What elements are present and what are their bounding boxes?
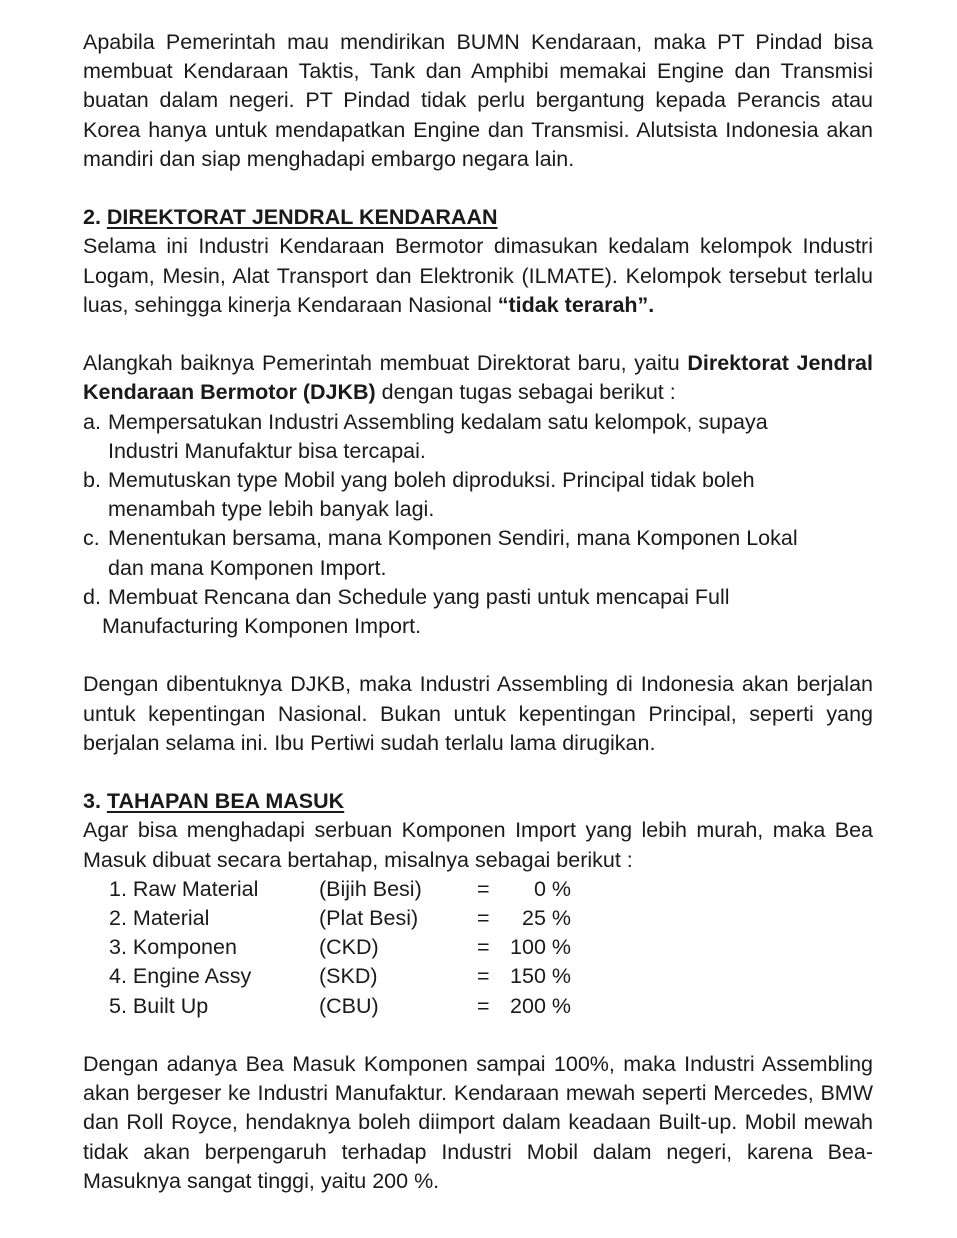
document-page: [83, 28, 873, 1196]
tariff-code: (SKD): [319, 964, 378, 989]
table-row: [109, 992, 571, 1021]
tariff-rate: 150 %: [510, 964, 571, 989]
list-item-line-1: Memutuskan type Mobil yang boleh diproduksi. Principal tidak boleh: [108, 468, 755, 493]
table-row: [109, 933, 571, 962]
tariff-code: (Plat Besi): [319, 906, 419, 931]
tariff-equals: =: [477, 876, 490, 901]
tariff-equals: =: [477, 993, 490, 1018]
list-item: [83, 583, 873, 641]
tariff-item: 5. Built Up: [109, 993, 209, 1018]
djkb-name: Direktorat Jendral Kendaraan Bermotor (DJKB): [83, 351, 873, 405]
section-3-heading: [83, 787, 873, 816]
list-item: [83, 466, 873, 524]
section-2-paragraph-1-text: Selama ini Industri Kendaraan Bermotor dimasukan kedalam kelompok Industri Logam, Mesin, Alat Transport dan Elektronik (ILMATE). Kelompok tersebut terlalu luas, sehingga kinerja Kendaraan Nasional: [83, 234, 873, 317]
section-2-paragraph-2: [83, 349, 873, 407]
section-3-title: TAHAPAN BEA MASUK: [106, 789, 345, 814]
section-2-heading: [83, 203, 873, 232]
section-2-paragraph-2-tail: dengan tugas sebagai berikut :: [375, 380, 676, 405]
intro-paragraph: Apabila Pemerintah mau mendirikan BUMN Kendaraan, maka PT Pindad bisa membuat Kendaraan Taktis, Tank dan Amphibi memakai Engine dan Transmisi buatan dalam negeri. PT Pindad tidak perlu bergantung kepada Perancis atau Korea hanya untuk mendapatkan Engine dan Transmisi. Alutsista Indonesia akan mandiri dan siap menghadapi embargo negara lain.: [83, 30, 873, 171]
tariff-item: 4. Engine Assy: [109, 964, 252, 989]
list-item-marker: b.: [83, 468, 101, 493]
list-item-line-2: Manufacturing Komponen Import.: [102, 614, 422, 639]
tariff-rate: 100 %: [510, 935, 571, 960]
spacer: [83, 641, 873, 670]
table-row: [109, 904, 571, 933]
tariff-equals: =: [477, 935, 490, 960]
list-item-line-2: menambah type lebih banyak lagi.: [108, 497, 435, 522]
section-3-number: 3.: [83, 789, 107, 814]
table-row: [109, 962, 571, 991]
tariff-rate: 25 %: [521, 906, 571, 931]
spacer: [83, 174, 873, 203]
list-item-line-1: Mempersatukan Industri Assembling kedalam satu kelompok, supaya: [108, 409, 768, 434]
list-item-line-1: Menentukan bersama, mana Komponen Sendiri, mana Komponen Lokal: [108, 526, 798, 551]
list-item-text: [108, 524, 873, 582]
list-item-marker: c.: [83, 526, 100, 551]
tariff-table: [109, 875, 571, 1021]
list-item-line-2: Industri Manufaktur bisa tercapai.: [108, 438, 426, 463]
spacer: [83, 1021, 873, 1050]
section-2-title: DIREKTORAT JENDRAL KENDARAAN: [106, 205, 498, 230]
section-2-number: 2.: [83, 205, 107, 230]
table-row: [109, 875, 571, 904]
list-item-text: [108, 408, 873, 466]
tariff-code: (CBU): [319, 993, 379, 1018]
spacer: [83, 758, 873, 787]
section-2-paragraph-2-text: Alangkah baiknya Pemerintah membuat Direktorat baru, yaitu: [83, 351, 688, 376]
list-item: [83, 408, 873, 466]
list-item-text: [102, 583, 873, 641]
section-2-paragraph-1-emphasis: “tidak terarah”.: [497, 292, 655, 317]
tariff-item: 1. Raw Material: [109, 876, 259, 901]
spacer: [83, 320, 873, 349]
list-item-text: [108, 466, 873, 524]
tariff-rate: 200 %: [510, 993, 571, 1018]
list-item-marker: d.: [83, 584, 101, 609]
tariff-code: (Bijih Besi): [319, 876, 422, 901]
section-2-paragraph-1: [83, 232, 873, 320]
section-3-paragraph-2: Dengan adanya Bea Masuk Komponen sampai 100%, maka Industri Assembling akan bergeser ke Industri Manufaktur. Kendaraan mewah seperti Mercedes, BMW dan Roll Royce, hendaknya boleh diimport dalam keadaan Built-up. Mobil mewah tidak akan berpengaruh terhadap Industri Mobil dalam negeri, karena Bea-Masuknya sangat tinggi, yaitu 200 %.: [83, 1052, 873, 1193]
tariff-equals: =: [477, 964, 490, 989]
tariff-item: 2. Material: [109, 906, 210, 931]
list-item: [83, 524, 873, 582]
list-item-line-2: dan mana Komponen Import.: [108, 555, 387, 580]
tariff-code: (CKD): [319, 935, 379, 960]
list-item-marker: a.: [83, 409, 101, 434]
tariff-item: 3. Komponen: [109, 935, 237, 960]
tariff-equals: =: [477, 906, 490, 931]
list-item-line-1: Membuat Rencana dan Schedule yang pasti untuk mencapai Full: [108, 584, 730, 609]
tariff-rate: 0 %: [533, 876, 571, 901]
section-2-paragraph-3: Dengan dibentuknya DJKB, maka Industri Assembling di Indonesia akan berjalan untuk kepentingan Nasional. Bukan untuk kepentingan Principal, seperti yang berjalan selama ini. Ibu Pertiwi sudah terlalu lama dirugikan.: [83, 672, 873, 755]
section-3-paragraph-1: Agar bisa menghadapi serbuan Komponen Import yang lebih murah, maka Bea Masuk dibuat secara bertahap, misalnya sebagai berikut :: [83, 818, 873, 872]
